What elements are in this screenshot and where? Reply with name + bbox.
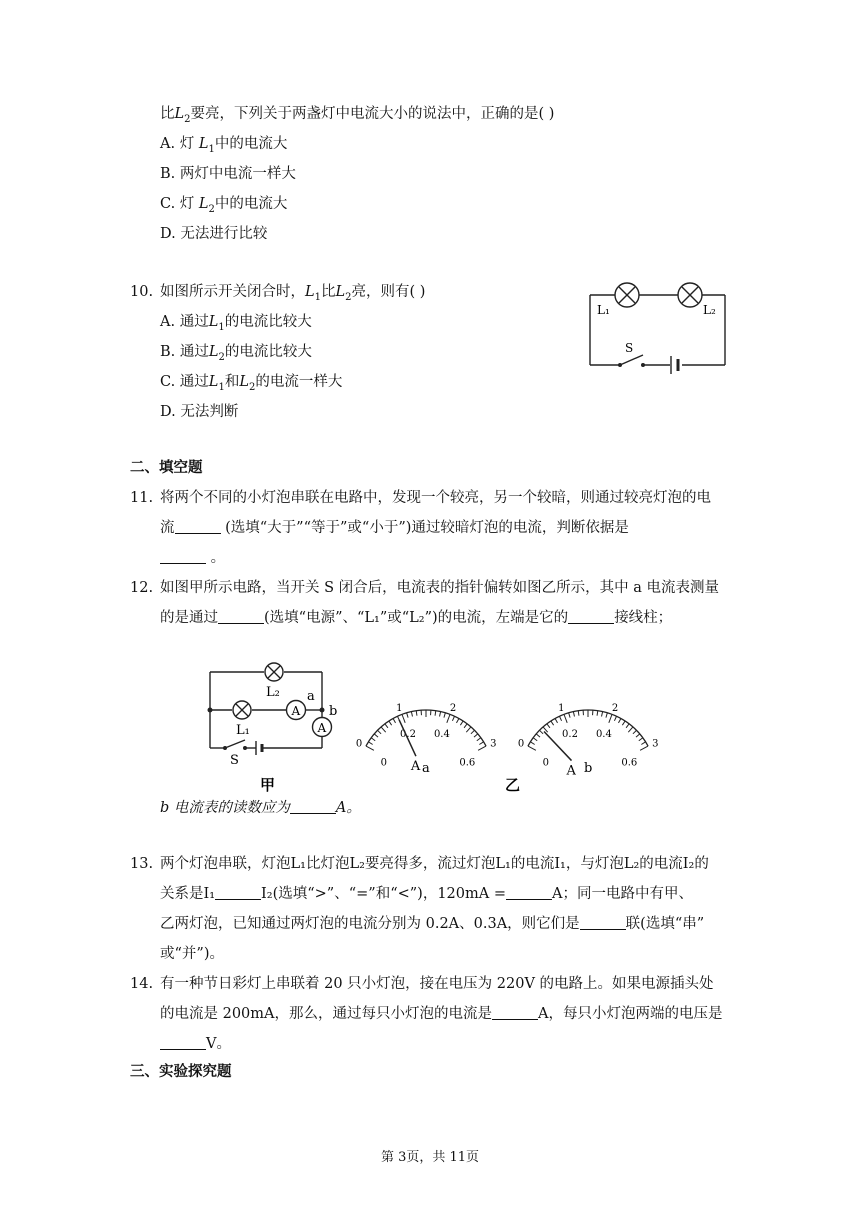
- q10-number: 10.: [130, 284, 154, 300]
- meter-tick: [547, 724, 550, 728]
- meter-tick: [533, 738, 537, 741]
- page-footer: 第 3页，共 11页: [380, 1150, 480, 1165]
- meter-tick: [597, 711, 598, 716]
- q12-figure: [200, 660, 670, 795]
- meter-tick: [411, 712, 412, 717]
- q12-lamp-l2: [265, 663, 283, 681]
- meter-tick: [530, 742, 534, 745]
- meter-top-tick-label: 2: [611, 702, 619, 714]
- meter-top-tick-label: 1: [558, 702, 565, 714]
- q12-number: 12.: [130, 580, 154, 596]
- q13-number: 13.: [130, 856, 154, 872]
- q13-blank-2[interactable]: [506, 885, 552, 900]
- meter-tick: [559, 716, 561, 721]
- q14-line-2: 的电流是 200mA，那么，通过每只小灯泡的电流是 A，每只小灯泡两端的电压是: [160, 1006, 723, 1022]
- q12-line-3: b 电流表的读数应为 A。: [160, 800, 361, 816]
- meter-tick: [633, 730, 637, 734]
- meter-tick: [447, 714, 450, 722]
- meter-tick: [374, 734, 378, 737]
- meter-tick: [460, 721, 463, 725]
- q10-option-a[interactable]: A. 通过$L_1$的电流比较大: [160, 314, 312, 333]
- q10-label-l2: L₂: [703, 303, 716, 317]
- meter-top-tick-label: 1: [396, 702, 403, 714]
- q14-blank-1[interactable]: [492, 1005, 538, 1020]
- meter-tick: [389, 721, 392, 725]
- q11-blank-1[interactable]: [175, 519, 221, 534]
- meter-tick: [407, 713, 408, 718]
- meter-tick: [440, 712, 441, 717]
- q12-ammeter-b: [313, 718, 332, 737]
- meter-tick: [456, 718, 458, 722]
- meter-tick: [474, 734, 478, 737]
- q11-line-2: 流 (选填“大于”“等于”或“小于”)通过较暗灯泡的电流，判断依据是: [160, 520, 629, 536]
- q10-label-l1: L₁: [597, 303, 610, 317]
- q11-line-1: 将两个不同的小灯泡串联在电路中，发现一个较亮，另一个较暗，则通过较亮灯泡的电: [160, 490, 711, 506]
- meter-top-tick-label: 0: [517, 738, 525, 750]
- q10-lamp-l1: [615, 283, 639, 307]
- q10-option-b[interactable]: B. 通过$L_2$的电流比较大: [160, 344, 312, 363]
- meter-unit-label: A: [410, 759, 421, 775]
- meter-top-tick-label: 2: [449, 702, 457, 714]
- meter-unit-label: A: [566, 763, 576, 779]
- meter-tick: [528, 746, 536, 750]
- svg-text:A: A: [291, 704, 301, 718]
- meter-bottom-tick-label: 0.2: [400, 729, 416, 741]
- meter-tick: [628, 727, 633, 732]
- q13-line-4: 或“并”)。: [160, 946, 224, 962]
- q12-label-b: b: [329, 704, 338, 719]
- meter-top-tick-label: 3: [490, 738, 497, 750]
- q13-line-2: 关系是I₁ I₂(选填“>”、“=”和“<”)，120mA = A；同一电路中有甲、: [160, 886, 693, 902]
- meter-tick: [609, 714, 612, 722]
- q12-label-l2: L₂: [266, 685, 280, 700]
- meter-tick: [536, 734, 540, 737]
- section-experiment-title: 三、实验探究题: [130, 1063, 232, 1080]
- meter-tick: [602, 712, 603, 717]
- meter-tick: [416, 711, 417, 716]
- meter-tick: [393, 718, 395, 722]
- meter-tick: [540, 730, 544, 734]
- meter-tick: [606, 713, 607, 718]
- q12-ammeter-a: [287, 701, 306, 720]
- meter-tick: [385, 724, 388, 728]
- meter-tick: [471, 730, 475, 734]
- meter-tick: [564, 714, 567, 722]
- meter-tick: [435, 711, 436, 716]
- q12-lamp-l1: [233, 701, 251, 719]
- meter-tick: [366, 746, 374, 750]
- q14-number: 14.: [130, 976, 154, 992]
- meter-tick: [371, 738, 375, 741]
- meter-tick: [636, 734, 640, 737]
- meter-top-tick-label: 3: [652, 738, 659, 750]
- q9-option-b[interactable]: B. 两灯中电流一样大: [160, 166, 296, 182]
- meter-tick: [378, 730, 382, 734]
- meter-bottom-tick-label: 0: [380, 757, 387, 769]
- q10-lamp-l2: [678, 283, 702, 307]
- q12-label-l1: L₁: [236, 723, 250, 738]
- q14-line-1: 有一种节日彩灯上串联着 20 只小灯泡，接在电压为 220V 的电路上。如果电源插头处: [160, 976, 714, 992]
- meter-tick: [640, 746, 648, 750]
- q10-label-s: S: [625, 341, 634, 355]
- q12-meter-b-label: b: [584, 761, 593, 776]
- meter-bottom-tick-label: 0.6: [621, 757, 638, 769]
- q12-label-s: S: [230, 753, 239, 768]
- q12-label-yi: 乙: [505, 776, 521, 794]
- meter-tick: [573, 712, 574, 717]
- q13-line-1: 两个灯泡串联，灯泡L₁比灯泡L₂要亮得多，流过灯泡L₁的电流I₁，与灯泡L₂的电流I₂的: [160, 856, 709, 872]
- meter-bottom-tick-label: 0.2: [562, 729, 578, 741]
- q10-option-c[interactable]: C. 通过$L_1$和$L_2$的电流一样大: [160, 374, 343, 393]
- meter-top-tick-label: 0: [355, 738, 363, 750]
- meter-tick: [551, 721, 554, 725]
- meter-tick: [614, 716, 616, 721]
- meter-tick: [381, 727, 386, 732]
- meter-tick: [368, 742, 372, 745]
- meter-tick: [464, 724, 467, 728]
- meter-tick: [543, 727, 548, 732]
- q12-line-1: 如图甲所示电路，当开关 S 闭合后，电流表的指针偏转如图乙所示，其中 a 电流表测量: [160, 580, 720, 596]
- meter-tick: [402, 714, 405, 722]
- q12-meter-a-label: a: [422, 761, 430, 776]
- meter-tick: [641, 742, 645, 745]
- meter-tick: [639, 738, 643, 741]
- meter-tick: [477, 738, 481, 741]
- meter-tick: [578, 711, 579, 716]
- q11-line-3: 。: [160, 548, 225, 568]
- q10-stem: 如图所示开关闭合时，$L_1$比$L_2$亮，则有( ): [160, 284, 426, 303]
- section-fill-blank-title: 二、填空题: [130, 459, 203, 476]
- meter-tick: [618, 718, 620, 722]
- q9-continuation: 比$L_2$要亮，下列关于两盏灯中电流大小的说法中，正确的是( ): [160, 106, 555, 125]
- q12-label-a: a: [307, 689, 315, 704]
- q14-blank-2[interactable]: [160, 1035, 206, 1050]
- q13-blank-3[interactable]: [580, 915, 626, 930]
- q12-blank-3[interactable]: [290, 799, 336, 814]
- q12-line-2: 的是通过 (选填“电源”、“L₁”或“L₂”)的电流，左端是它的 接线柱；: [160, 610, 673, 626]
- meter-tick: [478, 746, 486, 750]
- q12-label-jia: 甲: [260, 776, 276, 794]
- meter-tick: [569, 713, 570, 718]
- meter-bottom-tick-label: 0.4: [595, 729, 612, 741]
- meter-tick: [452, 716, 454, 721]
- meter-tick: [622, 721, 625, 725]
- meter-bottom-tick-label: 0: [542, 757, 549, 769]
- q12-blank-2[interactable]: [568, 609, 614, 624]
- meter-tick: [479, 742, 483, 745]
- meter-tick: [466, 727, 471, 732]
- q13-line-3: 乙两灯泡，已知通过两灯泡的电流分别为 0.2A、0.3A，则它们是 联(选填“串”: [160, 916, 705, 932]
- q14-line-3: V。: [160, 1034, 231, 1054]
- svg-text:A: A: [317, 721, 327, 735]
- q11-number: 11.: [130, 490, 154, 506]
- q9-option-a[interactable]: A. 灯 $L_1$中的电流大: [160, 136, 288, 155]
- meter-tick: [555, 718, 557, 722]
- meter-tick: [626, 724, 629, 728]
- meter-bottom-tick-label: 0.6: [459, 757, 476, 769]
- q10-option-d[interactable]: D. 无法判断: [160, 404, 239, 420]
- q11-blank-2[interactable]: [160, 549, 206, 564]
- q9-option-c[interactable]: C. 灯 $L_2$中的电流大: [160, 196, 288, 215]
- q13-blank-1[interactable]: [215, 885, 261, 900]
- q12-blank-1[interactable]: [218, 609, 264, 624]
- q10-circuit-figure: [585, 280, 730, 375]
- meter-tick: [444, 713, 445, 718]
- q9-option-d[interactable]: D. 无法进行比较: [160, 226, 268, 242]
- meter-bottom-tick-label: 0.4: [433, 729, 450, 741]
